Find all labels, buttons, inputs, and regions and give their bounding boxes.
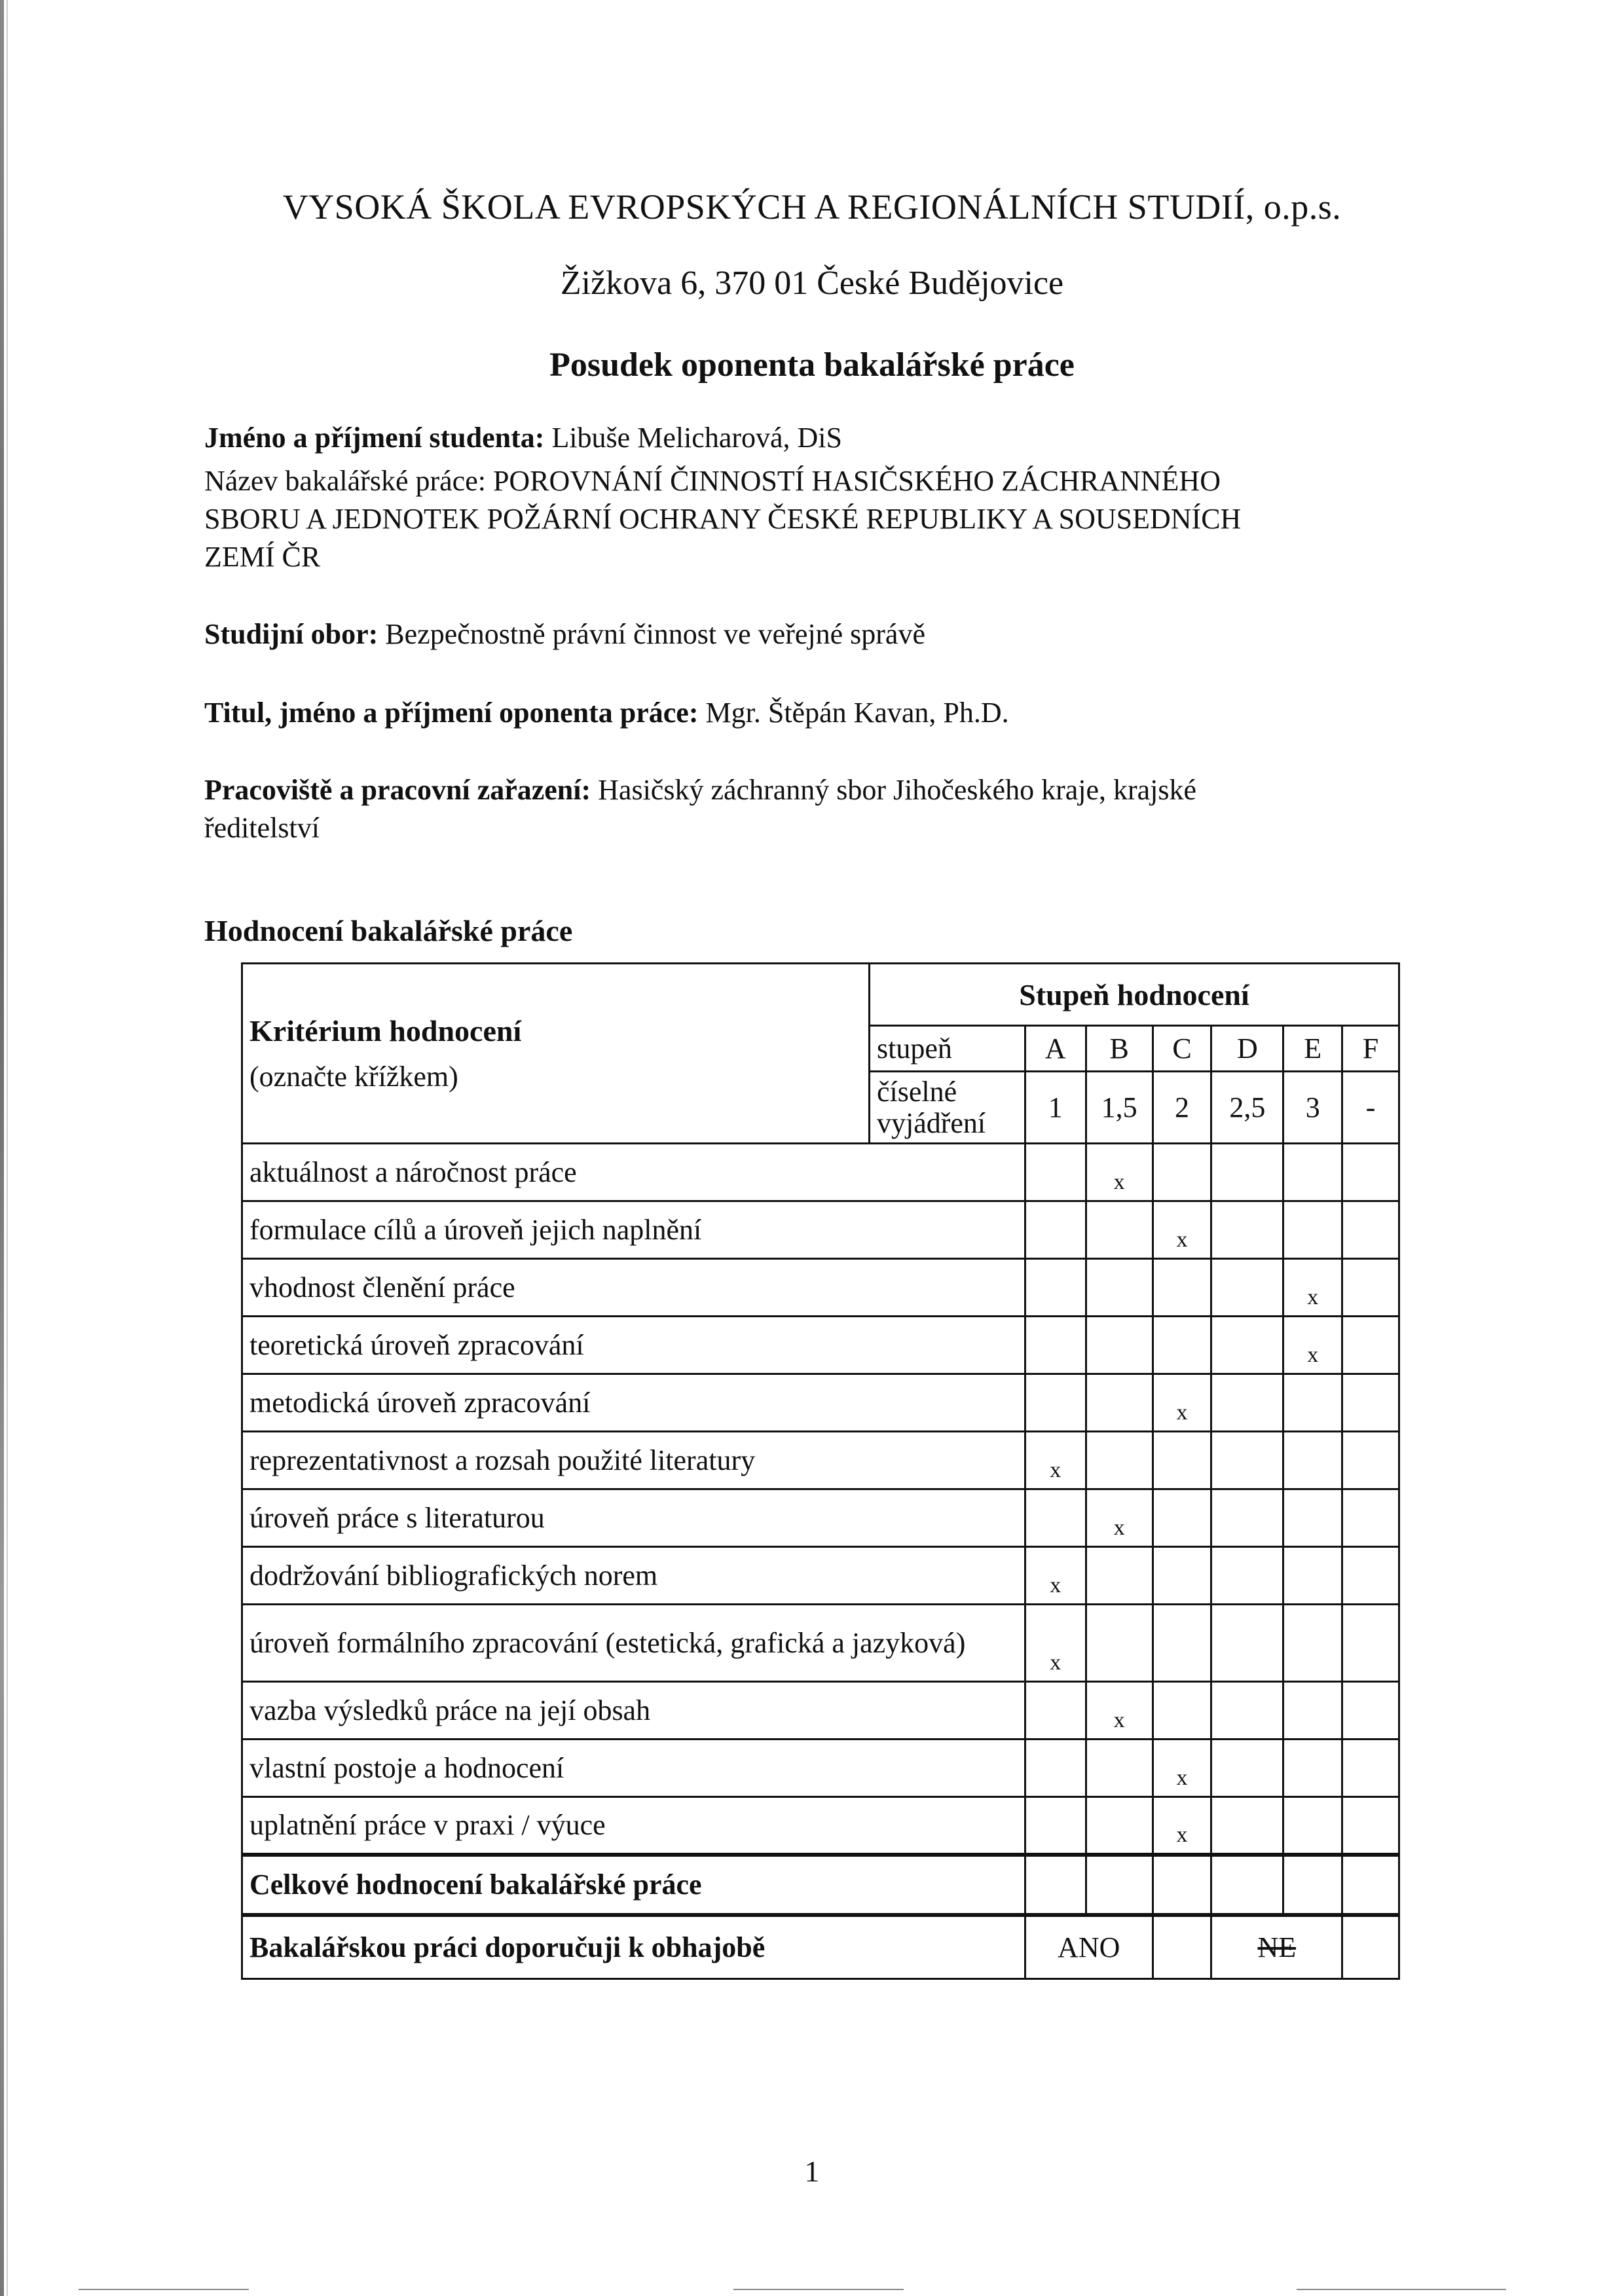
grade-cell-d[interactable] — [1211, 1201, 1283, 1259]
grade-cell-f[interactable] — [1342, 1201, 1399, 1259]
grade-cell-a[interactable] — [1025, 1797, 1086, 1855]
overall-label: Celkové hodnocení bakalářské práce — [242, 1855, 1025, 1915]
grade-numeric-e: 3 — [1283, 1072, 1342, 1144]
criterion-row — [242, 1605, 1399, 1682]
opponent-line — [204, 694, 1009, 732]
grade-letter-e: E — [1283, 1026, 1342, 1072]
field-line — [204, 615, 925, 653]
grade-cell-d[interactable] — [1211, 1489, 1283, 1547]
grade-cell-c[interactable] — [1153, 1259, 1211, 1317]
numeric-row-label-line-1: číselné — [877, 1075, 957, 1108]
criterion-label: vlastní postoje a hodnocení — [242, 1740, 1025, 1797]
grade-cell-b[interactable] — [1086, 1740, 1153, 1797]
criterion-row — [242, 1317, 1399, 1374]
grade-cell-f[interactable] — [1342, 1740, 1399, 1797]
scan-edge — [0, 0, 4, 2296]
criterion-row — [242, 1489, 1399, 1547]
grade-cell-f[interactable] — [1342, 1259, 1399, 1317]
grade-cell-f[interactable] — [1342, 1144, 1399, 1201]
grade-cell-e[interactable]: x — [1283, 1317, 1342, 1374]
grade-cell-c[interactable] — [1153, 1547, 1211, 1605]
grade-cell-b[interactable]: x — [1086, 1682, 1153, 1740]
grade-letter-f: F — [1342, 1026, 1399, 1072]
criterion-label: metodická úroveň zpracování — [242, 1374, 1025, 1432]
field-label: Studijní obor: — [204, 618, 378, 650]
opponent-label: Titul, jméno a příjmení oponenta práce: — [204, 697, 699, 729]
overall-cell-a[interactable] — [1025, 1855, 1086, 1915]
field-value: Bezpečnostně právní činnost ve veřejné správě — [385, 618, 925, 650]
recommend-no[interactable]: NE — [1211, 1915, 1342, 1979]
overall-cell-c[interactable] — [1153, 1855, 1211, 1915]
grade-cell-e[interactable]: x — [1283, 1259, 1342, 1317]
grade-cell-a[interactable] — [1025, 1144, 1086, 1201]
school-name: VYSOKÁ ŠKOLA EVROPSKÝCH A REGIONÁLNÍCH STUDIÍ, o.p.s. — [282, 187, 1342, 227]
grade-cell-f[interactable] — [1342, 1432, 1399, 1489]
grade-cell-e[interactable] — [1283, 1605, 1342, 1682]
criterion-label: vazba výsledků práce na její obsah — [242, 1682, 1025, 1740]
recommend-yes-box[interactable] — [1153, 1915, 1211, 1979]
workplace-label: Pracoviště a pracovní zařazení: — [204, 774, 591, 806]
grade-cell-e[interactable] — [1283, 1682, 1342, 1740]
grade-cell-f[interactable] — [1342, 1682, 1399, 1740]
grade-cell-f[interactable] — [1342, 1317, 1399, 1374]
grade-letter-d: D — [1211, 1026, 1283, 1072]
criterion-label: úroveň formálního zpracování (estetická, grafická a jazyková) — [242, 1605, 1025, 1682]
grade-cell-c[interactable] — [1153, 1317, 1211, 1374]
grade-cell-d[interactable] — [1211, 1605, 1283, 1682]
criterion-row — [242, 1682, 1399, 1740]
criterion-row — [242, 1740, 1399, 1797]
grade-cell-a[interactable] — [1025, 1489, 1086, 1547]
scan-mark — [79, 2289, 249, 2290]
criterion-header-title: Kritérium hodnocení — [249, 1014, 522, 1048]
document-title: Posudek oponenta bakalářské práce — [549, 346, 1075, 384]
recommend-yes[interactable]: ANO — [1025, 1915, 1153, 1979]
grade-cell-a[interactable] — [1025, 1259, 1086, 1317]
numeric-row-label — [870, 1072, 1025, 1144]
student-value: Libuše Melicharová, DiS — [551, 422, 843, 454]
grade-numeric-b: 1,5 — [1086, 1072, 1153, 1144]
page-number: 1 — [804, 2155, 820, 2188]
workplace-value-line-1: Hasičský záchranný sbor Jihočeského kraje, krajské — [598, 774, 1197, 806]
scan-edge-inner — [7, 0, 8, 2296]
table-header-row — [242, 964, 1399, 1026]
grade-cell-c[interactable]: x — [1153, 1374, 1211, 1432]
grade-cell-b[interactable] — [1086, 1605, 1153, 1682]
student-label: Jméno a příjmení studenta: — [204, 422, 545, 454]
grade-cell-d[interactable] — [1211, 1144, 1283, 1201]
grade-cell-d[interactable] — [1211, 1682, 1283, 1740]
overall-row — [242, 1855, 1399, 1915]
criterion-label: uplatnění práce v praxi / výuce — [242, 1797, 1025, 1855]
grade-cell-e[interactable] — [1283, 1740, 1342, 1797]
overall-cell-b[interactable] — [1086, 1855, 1153, 1915]
recommend-no-box[interactable] — [1342, 1915, 1399, 1979]
criterion-label: dodržování bibliografických norem — [242, 1547, 1025, 1605]
grade-cell-c[interactable]: x — [1153, 1740, 1211, 1797]
grade-cell-a[interactable] — [1025, 1682, 1086, 1740]
grade-cell-b[interactable] — [1086, 1374, 1153, 1432]
criterion-label: úroveň práce s literaturou — [242, 1489, 1025, 1547]
criterion-label: reprezentativnost a rozsah použité literatury — [242, 1432, 1025, 1489]
thesis-title-line-2: SBORU A JEDNOTEK POŽÁRNÍ OCHRANY ČESKÉ REPUBLIKY A SOUSEDNÍCH — [204, 503, 1242, 535]
grade-cell-e[interactable] — [1283, 1797, 1342, 1855]
grade-numeric-a: 1 — [1025, 1072, 1086, 1144]
overall-cell-f[interactable] — [1342, 1855, 1399, 1915]
thesis-title-block — [204, 462, 1241, 576]
grade-cell-c[interactable] — [1153, 1489, 1211, 1547]
grade-cell-b[interactable]: x — [1086, 1489, 1153, 1547]
recommend-row — [242, 1915, 1399, 1979]
grade-numeric-d: 2,5 — [1211, 1072, 1283, 1144]
grade-cell-e[interactable] — [1283, 1489, 1342, 1547]
criterion-label: formulace cílů a úroveň jejich naplnění — [242, 1201, 1025, 1259]
criterion-row — [242, 1432, 1399, 1489]
thesis-title-line-1: POROVNÁNÍ ČINNOSTÍ HASIČSKÉHO ZÁCHRANNÉHO — [492, 465, 1221, 497]
grade-cell-b[interactable] — [1086, 1259, 1153, 1317]
opponent-value: Mgr. Štěpán Kavan, Ph.D. — [705, 697, 1009, 729]
grade-cell-c[interactable] — [1153, 1432, 1211, 1489]
grade-cell-e[interactable] — [1283, 1432, 1342, 1489]
thesis-title-line-3: ZEMÍ ČR — [204, 541, 321, 573]
grade-cell-a[interactable] — [1025, 1740, 1086, 1797]
school-address: Žižkova 6, 370 01 České Budějovice — [560, 264, 1064, 302]
student-line — [204, 419, 842, 457]
grade-cell-a[interactable] — [1025, 1317, 1086, 1374]
criterion-row — [242, 1547, 1399, 1605]
grade-cell-d[interactable] — [1211, 1740, 1283, 1797]
evaluation-table — [241, 962, 1400, 1980]
overall-cell-e[interactable] — [1283, 1855, 1342, 1915]
grade-cell-d[interactable] — [1211, 1317, 1283, 1374]
criterion-label: vhodnost členění práce — [242, 1259, 1025, 1317]
criterion-row — [242, 1201, 1399, 1259]
workplace-block — [204, 771, 1196, 847]
criterion-row — [242, 1374, 1399, 1432]
grade-cell-e[interactable] — [1283, 1374, 1342, 1432]
scan-mark — [1297, 2289, 1506, 2290]
grade-header: Stupeň hodnocení — [870, 964, 1399, 1026]
grade-cell-e[interactable] — [1283, 1547, 1342, 1605]
evaluation-section-title: Hodnocení bakalářské práce — [204, 914, 573, 947]
grade-cell-b[interactable] — [1086, 1797, 1153, 1855]
grade-cell-f[interactable] — [1342, 1547, 1399, 1605]
grade-cell-f[interactable] — [1342, 1489, 1399, 1547]
grade-cell-c[interactable] — [1153, 1682, 1211, 1740]
grade-cell-b[interactable] — [1086, 1317, 1153, 1374]
grade-cell-c[interactable] — [1153, 1144, 1211, 1201]
criteria-rows — [242, 1144, 1399, 1855]
criterion-label: aktuálnost a náročnost práce — [242, 1144, 1025, 1201]
grade-cell-e[interactable] — [1283, 1201, 1342, 1259]
grade-cell-d[interactable] — [1211, 1432, 1283, 1489]
grade-cell-f[interactable] — [1342, 1374, 1399, 1432]
criterion-header-cell — [242, 964, 870, 1144]
grade-cell-d[interactable] — [1211, 1259, 1283, 1317]
grade-cell-e[interactable] — [1283, 1144, 1342, 1201]
grade-numeric-f: - — [1342, 1072, 1399, 1144]
criterion-row — [242, 1259, 1399, 1317]
numeric-row-label-line-2: vyjádření — [877, 1106, 986, 1139]
grade-cell-a[interactable] — [1025, 1201, 1086, 1259]
grade-letter-b: B — [1086, 1026, 1153, 1072]
criterion-header-subtitle: (označte křížkem) — [249, 1061, 458, 1093]
grade-cell-d[interactable] — [1211, 1547, 1283, 1605]
grade-cell-b[interactable] — [1086, 1201, 1153, 1259]
grade-cell-f[interactable] — [1342, 1797, 1399, 1855]
grade-cell-b[interactable] — [1086, 1547, 1153, 1605]
grade-cell-c[interactable] — [1153, 1605, 1211, 1682]
grade-cell-b[interactable]: x — [1086, 1144, 1153, 1201]
grade-cell-d[interactable] — [1211, 1374, 1283, 1432]
grade-numeric-c: 2 — [1153, 1072, 1211, 1144]
grade-cell-c[interactable]: x — [1153, 1201, 1211, 1259]
grade-cell-d[interactable] — [1211, 1797, 1283, 1855]
grade-cell-a[interactable] — [1025, 1374, 1086, 1432]
criterion-row — [242, 1144, 1399, 1201]
grade-letter-c: C — [1153, 1026, 1211, 1072]
thesis-label: Název bakalářské práce: — [204, 465, 486, 497]
grade-cell-c[interactable]: x — [1153, 1797, 1211, 1855]
grade-cell-a[interactable]: x — [1025, 1547, 1086, 1605]
scan-mark — [733, 2289, 904, 2290]
grade-letter-a: A — [1025, 1026, 1086, 1072]
grade-cell-b[interactable] — [1086, 1432, 1153, 1489]
workplace-value-line-2: ředitelství — [204, 812, 320, 844]
recommend-label: Bakalářskou práci doporučuji k obhajobě — [242, 1915, 1025, 1979]
grade-cell-a[interactable]: x — [1025, 1432, 1086, 1489]
criterion-row — [242, 1797, 1399, 1855]
grade-row-label: stupeň — [870, 1026, 1025, 1072]
criterion-label: teoretická úroveň zpracování — [242, 1317, 1025, 1374]
grade-cell-a[interactable]: x — [1025, 1605, 1086, 1682]
overall-cell-d[interactable] — [1211, 1855, 1283, 1915]
grade-cell-f[interactable] — [1342, 1605, 1399, 1682]
